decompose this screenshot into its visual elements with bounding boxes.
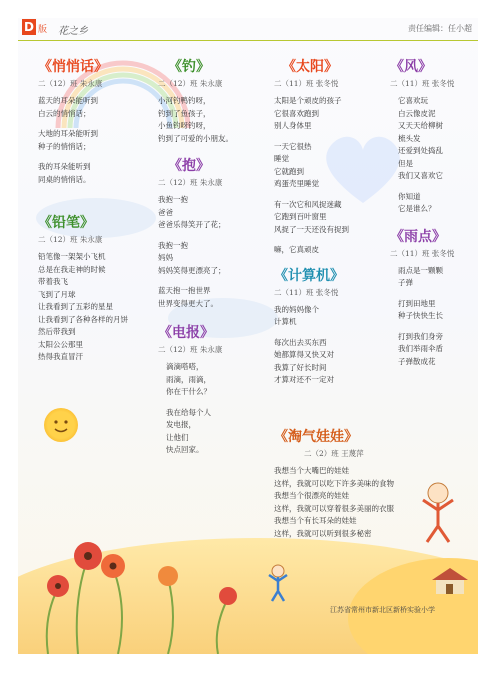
poem-line: 我们又喜欢它 (398, 171, 443, 180)
sun-face-illustration (44, 408, 78, 442)
poem-line: 梳头发 (398, 133, 421, 143)
poem-line: 妈妈笑得更漂亮了； (158, 265, 226, 275)
edition-badge: D (22, 19, 36, 35)
poem-line: 世界变得更大了。 (158, 298, 218, 308)
poem-line: 计算机 (274, 317, 297, 326)
poem-author: 二（2）班 王蔑萍 (304, 449, 364, 458)
poem-line: 它很喜欢跑到 (274, 108, 319, 118)
poem-line: 雨滴，雨滴， (166, 374, 211, 384)
poem-author: 二（12）班 朱永康 (158, 345, 223, 354)
poem-title: 《淘气娃娃》 (274, 429, 358, 445)
poem-line: 她都算得又快又对 (274, 350, 334, 359)
poem-yudian (390, 228, 478, 369)
poem-line: 让我看到了五彩的星星 (38, 302, 113, 311)
house-illustration (430, 566, 470, 596)
poem-line: 太阳是个顽皮的孩子 (274, 96, 342, 105)
poem-feng (390, 58, 478, 216)
poem-author: 二（11）班 张冬悦 (274, 79, 339, 88)
poem-line: 让我看到了各种各样的月饼 (38, 314, 128, 324)
school-credit: 江苏省常州市新北区新桥实验小学 (330, 606, 435, 614)
poem-line: 才算对还不一定对 (274, 375, 334, 384)
poem-title: 《太阳》 (282, 59, 338, 75)
poem-line: 蓝天抱一抱世界 (158, 286, 211, 295)
poem-line: 它跑到百叶窗里 (274, 212, 327, 221)
poem-line: 飞到了月球 (38, 289, 76, 299)
poem-line: 雨点是一颗颗 (398, 265, 443, 275)
poem-line: 滴滴嗒嗒， (166, 362, 204, 371)
poem-line: 别人身体里 (274, 121, 312, 130)
poem-taiyang (274, 58, 404, 257)
poem-author: 二（12）班 朱永康 (38, 79, 103, 88)
poem-title: 《电报》 (158, 325, 214, 341)
poem-line: 又天天给柳树 (398, 121, 443, 130)
poem-line: 总是在我走神的时候 (38, 264, 106, 274)
page-header (18, 18, 478, 41)
newspaper-page (18, 18, 478, 654)
poem-line: 我们举雨伞盾 (398, 344, 443, 353)
poem-line: 风捉了一天还没有捉到 (274, 224, 349, 234)
poem-title: 《钓》 (168, 59, 210, 75)
poem-line: 我算了好长时间 (274, 362, 327, 372)
poem-line: 太阳公公那里 (38, 339, 83, 349)
poem-line: 这样，我就可以听到很多秘密 (274, 528, 372, 538)
column-3 (274, 58, 404, 387)
section-title: 花之乡 (58, 26, 88, 37)
poem-line: 白云像皮泥 (398, 108, 436, 118)
poem-line: 但是 (398, 158, 413, 168)
poem-line: 然后带我到 (38, 327, 76, 336)
poem-line: 带着我飞 (38, 277, 68, 286)
poem-line: 种子快快生长 (398, 311, 443, 320)
poem-line: 妈妈 (158, 253, 173, 262)
poem-line: 鸡蛋壳里睡觉 (274, 179, 319, 188)
poem-line: 我想当个大嘴巴的娃娃 (274, 466, 349, 475)
poem-title: 《风》 (390, 59, 432, 75)
poem-author: 二（12）班 朱永康 (158, 178, 223, 187)
poem-author: 二（11）班 张冬悦 (390, 79, 455, 88)
poem-title: 《抱》 (168, 158, 210, 174)
column-1 (38, 58, 158, 364)
poem-author: 二（11）班 张冬悦 (274, 287, 339, 297)
poem-line: 它是谁么？ (398, 204, 436, 213)
poem-line: 这样，我就可以穿着很多美丽的衣服 (274, 503, 394, 513)
poem-line: 铅笔像一架架小飞机 (38, 252, 106, 261)
poem-qianbi (38, 214, 158, 364)
poem-line: 打到我们身旁 (398, 331, 443, 341)
poem-line: 热得我直冒汗 (38, 352, 83, 361)
poem-jisuanji (274, 267, 404, 387)
poem-line: 你知道 (398, 191, 421, 201)
poem-line: 爸爸 (158, 207, 173, 217)
poem-line: 子弹散成花 (398, 356, 436, 366)
poem-line: 我的妈妈像个 (274, 304, 319, 314)
poem-author: 二（12）班 朱永康 (158, 79, 223, 88)
poem-line: 蓝天的耳朵能听到 (38, 96, 98, 105)
poem-line: 它喜欢玩 (398, 96, 428, 105)
sun-face-icon (44, 408, 78, 442)
poem-line: 嘛，它真顽皮 (274, 245, 319, 254)
poem-line: 每次出去买东西 (274, 337, 327, 347)
poem-line: 打到田地里 (398, 298, 436, 308)
kid-running-illustration (263, 563, 293, 603)
poem-line: 这样，我就可以吃下许多美味的食物 (274, 478, 394, 488)
column-4 (390, 58, 478, 368)
poem-line: 我在给每个人 (166, 407, 211, 417)
poem-line: 钓到了可爱的小朋友。 (158, 133, 233, 143)
poem-line: 爸爸乐得笑开了花； (158, 220, 226, 229)
poem-line: 我想当个很漂亮的娃娃 (274, 491, 349, 500)
poem-line: 发电报， (166, 420, 196, 429)
poem-line: 我想当个有长耳朵的娃娃 (274, 516, 357, 525)
poem-line: 子弹 (398, 278, 413, 287)
flower-field-illustration (18, 478, 278, 654)
poem-line: 种子的悄悄话； (38, 141, 91, 151)
poem-line: 一天它很热 (274, 141, 312, 151)
poem-dianbao (158, 324, 278, 457)
poem-title: 《雨点》 (390, 228, 446, 245)
poem-line: 还爱到处捣乱 (398, 146, 443, 155)
poem-title: 《铅笔》 (38, 215, 94, 231)
poem-bao (158, 157, 278, 310)
editor-credit: 责任编辑：任小超 (408, 24, 472, 33)
edition-label: 版 (38, 25, 48, 35)
poem-line: 小鱼钓呀钓呀， (158, 121, 211, 130)
poem-line: 白云的悄悄话； (38, 108, 91, 118)
poem-line: 钓到了鱼孩子， (158, 108, 211, 118)
poem-line: 同桌的悄悄话。 (38, 174, 91, 184)
poem-line: 你在干什么？ (166, 387, 211, 396)
poem-qiaoqiaohua (38, 58, 158, 186)
poem-author: 二（12）班 朱永康 (38, 235, 103, 244)
poem-line: 让他们 (166, 432, 189, 442)
poem-taoqiwawa (274, 428, 444, 540)
column-2 (158, 58, 278, 457)
poem-title: 《计算机》 (274, 267, 344, 284)
poem-diao (158, 58, 278, 145)
poem-author: 二（11）班 张冬悦 (390, 248, 455, 258)
poem-line: 我的耳朵能听到 (38, 162, 91, 171)
poem-line: 我抱一抱 (158, 240, 188, 250)
poem-line: 快点回家。 (166, 445, 204, 454)
poem-line: 大地的耳朵能听到 (38, 129, 98, 138)
poem-line: 它就跑到 (274, 166, 304, 176)
poem-title: 《悄悄话》 (38, 59, 108, 75)
poem-line: 有一次它和风捉迷藏 (274, 199, 342, 209)
poem-line: 我抱一抱 (158, 195, 188, 204)
poem-line: 小河钓鸭钓呀， (158, 96, 211, 105)
poem-line: 睡觉 (274, 154, 289, 163)
